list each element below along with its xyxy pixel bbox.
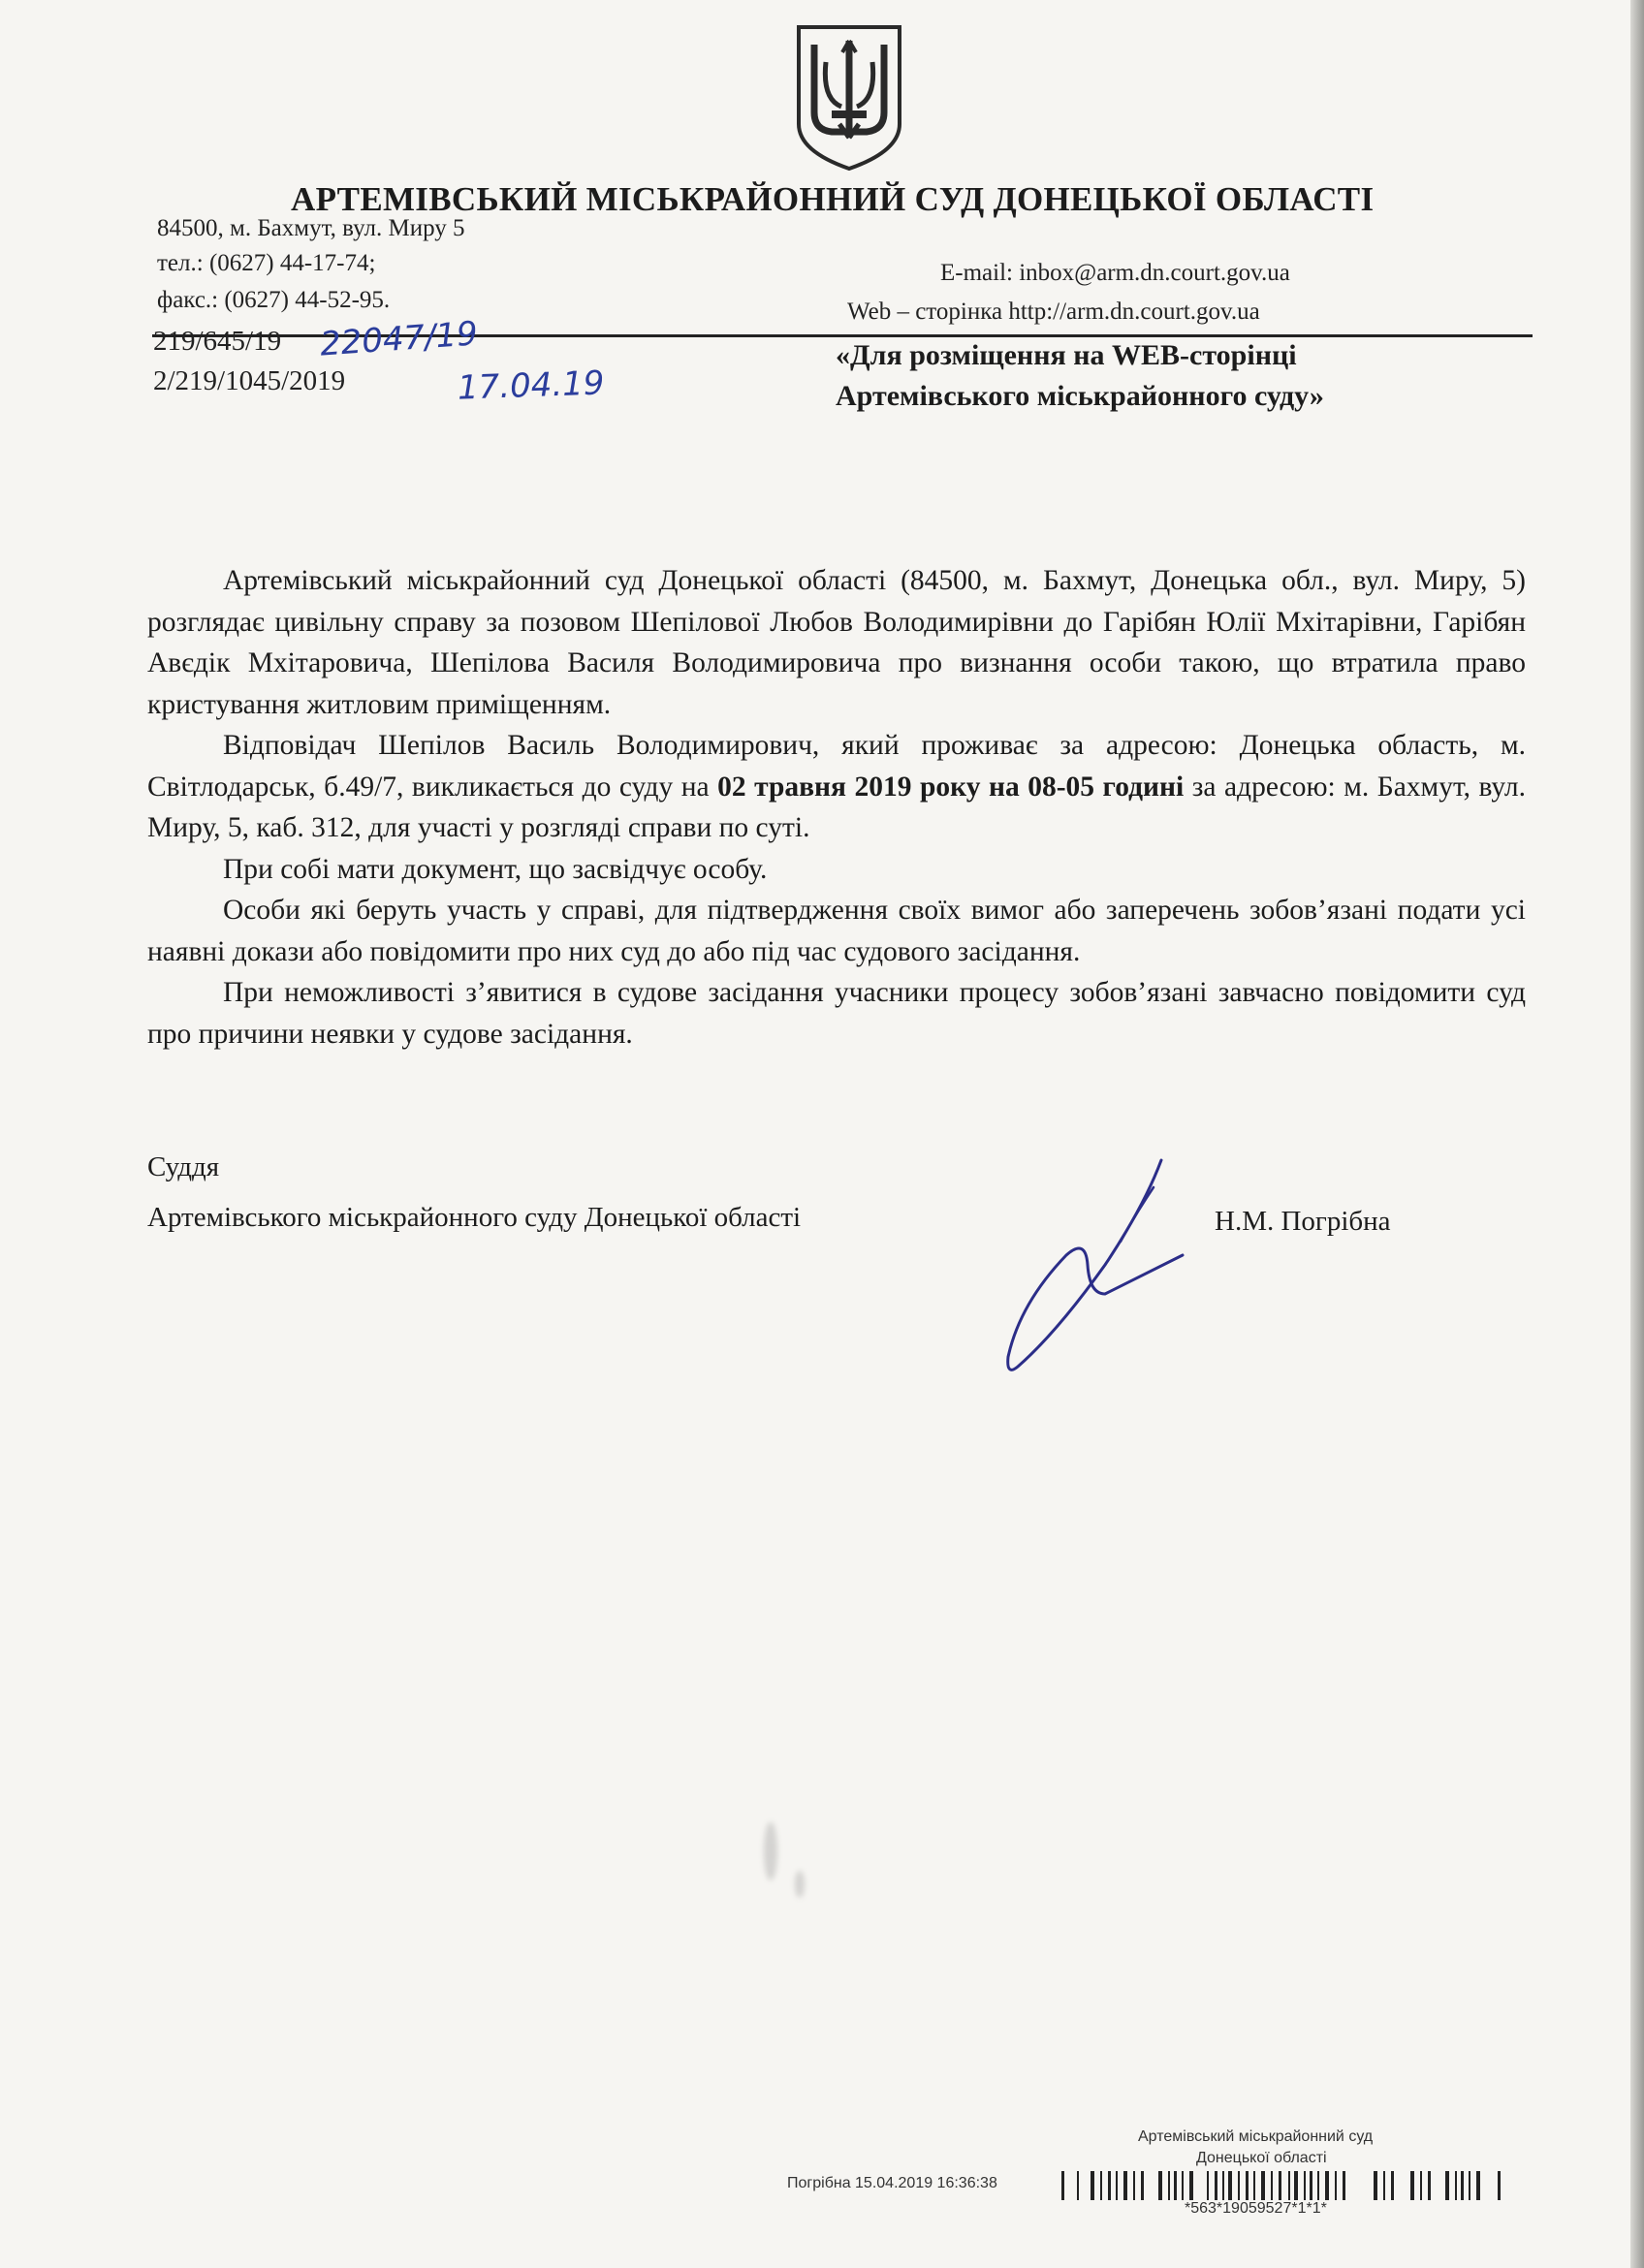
trident-coat-of-arms-icon — [793, 23, 905, 173]
summons-text-end: за адресою: м. Бахмут, вул. Миру, 5, каб. 312, для участі у розгляді справи по суті. — [147, 771, 1526, 843]
scan-smudge — [795, 1871, 805, 1898]
stamp-court-line-1: Артемівський міськрайонний суд — [1138, 2128, 1374, 2145]
paragraph-id-document: При собі мати документ, що засвідчує особу. — [223, 853, 768, 885]
paragraph-evidence: Особи які беруть участь у справі, для підтвердження своїх вимог або заперечень зобов’язані подати усі наявні докази або повідомити про них суд до або під час судового засідання. — [147, 895, 1526, 967]
court-phone: тел.: (0627) 44-17-74; — [157, 250, 376, 276]
court-name: АРТЕМІВСЬКИЙ МІСЬКРАЙОННИЙ СУД ДОНЕЦЬКОЇ ОБЛАСТІ — [291, 180, 1375, 218]
handwritten-registration-date: 17.04.19 — [457, 363, 606, 408]
judge-name: Н.М. Погрібна — [1215, 1206, 1391, 1237]
barcode-number: *563*19059527*1*1* — [1185, 2200, 1327, 2217]
case-number-1: 219/645/19 — [153, 326, 282, 357]
hearing-date-time: 02 травня 2019 року на 08-05 годині — [717, 771, 1185, 803]
summons-text-start: Відповідач Шепілов Василь Володимирович, який проживає за адресою: Донецька область, м. Світлодарськ, б.49/7, викликається до суду на — [147, 730, 1526, 803]
court-fax: факс.: (0627) 44-52-95. — [157, 287, 391, 313]
web-note-line-1: «Для розміщення на WEB-сторінці — [836, 339, 1297, 371]
court-email: E-mail: inbox@arm.dn.court.gov.ua — [940, 260, 1290, 286]
handwritten-registration-number: 22047/19 — [318, 314, 480, 364]
case-number-2: 2/219/1045/2019 — [153, 365, 346, 396]
paragraph-summons — [147, 725, 1526, 849]
scan-edge — [1630, 0, 1644, 2268]
stamp-signer-timestamp: Погрібна 15.04.2019 16:36:38 — [787, 2175, 997, 2191]
stamp-court-line-2: Донецької області — [1196, 2150, 1327, 2166]
judge-court: Артемівського міськрайонного суду Донецької області — [147, 1202, 802, 1233]
document-barcode — [1061, 2169, 1517, 2204]
paragraph-absence: При неможливості з’явитися в судове засідання учасники процесу зобов’язані завчасно повідомити суд про причини неявки у судове засідання. — [147, 977, 1526, 1050]
handwritten-signature — [998, 1149, 1221, 1381]
judge-title: Суддя — [147, 1151, 220, 1182]
scan-smudge — [764, 1822, 777, 1880]
web-note-line-2: Артемівського міськрайонного суду» — [836, 380, 1324, 412]
court-website: Web – сторінка http://arm.dn.court.gov.ua — [847, 299, 1260, 325]
court-address: 84500, м. Бахмут, вул. Миру 5 — [157, 215, 465, 241]
notice-body — [147, 560, 1526, 1055]
paragraph-case: Артемівський міськрайонний суд Донецької області (84500, м. Бахмут, Донецька обл., вул. Миру, 5) розглядає цивільну справу за позовом Шепілової Любов Володимирівни до Гарібян Юлії Мхітарівни, Гарібян Авєдік Мхітаровича, Шепілова Василя Володимировича про визнання особи такою, що втратила право кристування житловим приміщенням. — [147, 565, 1526, 720]
